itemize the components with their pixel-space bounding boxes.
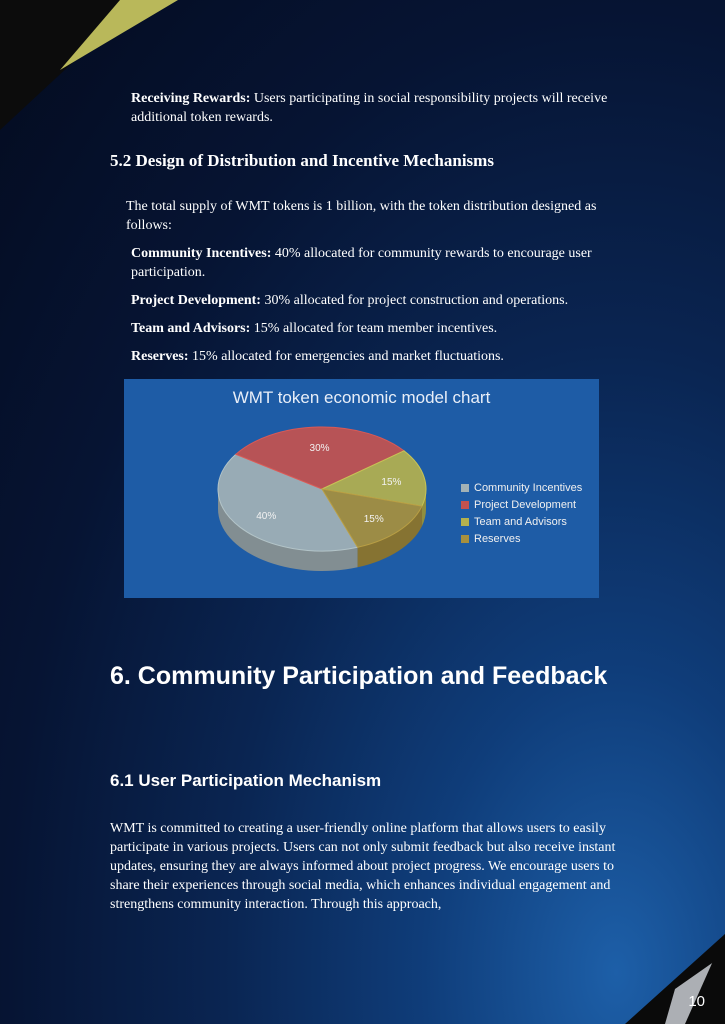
page-number: 10	[688, 993, 705, 1010]
legend-swatch	[461, 518, 469, 526]
legend-label: Project Development	[474, 498, 577, 511]
legend-swatch	[461, 535, 469, 543]
legend-label: Reserves	[474, 532, 521, 545]
token-distribution-chart	[124, 379, 599, 598]
legend-item	[461, 496, 582, 513]
pie-data-label: 15%	[381, 476, 402, 488]
distribution-item: Project Development: 30% allocated for project construction and operations.	[131, 293, 569, 308]
distribution-item: Team and Advisors: 15% allocated for team member incentives.	[131, 321, 498, 336]
pie-data-label: 30%	[309, 442, 330, 454]
distribution-item: Reserves: 15% allocated for emergencies and market fluctuations.	[131, 349, 504, 364]
legend-label: Team and Advisors	[474, 515, 567, 528]
legend-label: Community Incentives	[474, 481, 583, 494]
legend-item	[461, 479, 582, 496]
legend-swatch	[461, 501, 469, 509]
legend-item	[461, 513, 582, 530]
chart-legend	[461, 479, 582, 547]
pie-data-label: 40%	[256, 510, 277, 522]
pie-chart	[124, 379, 444, 598]
legend-swatch	[461, 484, 469, 492]
chart-title: WMT token economic model chart	[232, 388, 491, 407]
section-5-2-heading: 5.2 Design of Distribution and Incentive Mechanisms	[110, 151, 494, 170]
receiving-rewards-text: Users participating in social responsibility projects will receive additional token rewards.	[131, 91, 608, 125]
receiving-rewards-paragraph	[131, 89, 621, 127]
section-6-heading: 6. Community Participation and Feedback	[110, 662, 608, 690]
distribution-item: Community Incentives: 40% allocated for community rewards to encourage user participation.	[131, 246, 592, 280]
corner-decoration-bottom-right	[565, 934, 725, 1024]
receiving-rewards-label: Receiving Rewards:	[131, 91, 251, 106]
legend-item	[461, 530, 582, 547]
section-6-1-heading: 6.1 User Participation Mechanism	[110, 771, 382, 790]
section-5-2-intro: The total supply of WMT tokens is 1 billion, with the token distribution designed as follows:	[126, 199, 597, 233]
pie-data-label: 15%	[363, 513, 384, 525]
section-6-1-body: WMT is committed to creating a user-friendly online platform that allows users to easily participate in various projects. Users can not only submit feedback but also receive instant updates, ensuring they are always informed about project progress. We encourage users to share their experiences through social media, which enhances individual engagement and strengthens community interaction. Through this approach,	[110, 821, 616, 912]
